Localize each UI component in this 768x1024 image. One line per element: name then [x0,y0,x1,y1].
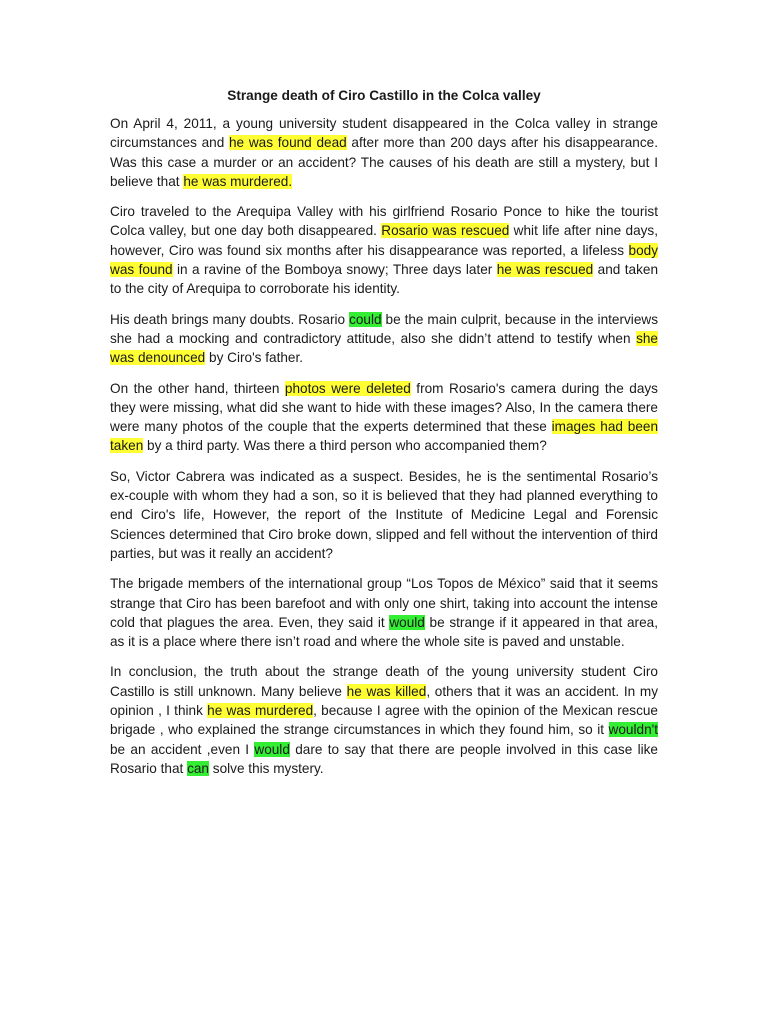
highlight-passive: he was killed [346,683,427,699]
highlight-passive: he was murdered. [183,173,293,189]
text-run: On April 4, 2011, a young university student disappeared in the Colca valley in strange circumstances and [110,116,658,151]
text-run: after more than 200 days after his disappearance. Was this case a murder or an accident? The causes of his death are still a mystery, but I believe that [110,135,658,189]
highlight-passive: Rosario was rescued [381,223,510,239]
highlight-passive: he was rescued [496,262,594,278]
text-run: and taken to the city of Arequipa to corroborate his identity. [110,262,658,297]
highlight-modal: would [389,614,425,630]
paragraph-6 [110,574,658,651]
paragraph-3 [110,310,658,368]
paragraph-1 [110,114,658,191]
text-run: be strange if it appeared in that area, as it is a place where there isn’t road and where the whole site is paved and unstable. [110,614,658,650]
text-run: His death brings many doubts. Rosario [110,311,350,327]
paragraph-5 [110,467,658,563]
paragraph-7 [110,662,658,778]
highlight-passive: he was murdered [207,703,314,719]
text-run: be an accident ,even I [110,741,255,757]
text-run: by Ciro's father. [205,350,304,366]
document-body [110,114,658,789]
text-run: , others that it was an accident. In my opinion , I think [110,683,658,719]
highlight-modal: would [254,741,290,757]
highlight-passive: he was found dead [229,135,347,151]
text-run: In conclusion, the truth about the strange death of the young university student Ciro Castillo is still unknown. Many believe [110,664,658,699]
text-run: The brigade members of the international group “Los Topos de México” said that it seems strange that Ciro has been barefoot and with only one shirt, taking into account the intense cold that plagues the area. Even, they said it [110,576,658,630]
highlight-passive: photos were deleted [284,380,411,396]
text-run: On the other hand, thirteen [110,380,285,396]
text-run: , because I agree with the opinion of the Mexican rescue brigade , who explained the strange circumstances in which they found him, so it [110,703,658,738]
highlight-modal: wouldn't [608,722,658,738]
highlight-modal: could [349,311,382,327]
text-run: solve this mystery. [209,760,324,776]
paragraph-4 [110,379,658,456]
text-run: be the main culprit, because in the interviews she had a mocking and contradictory attitude, also she didn’t attend to testify when [110,311,658,346]
highlight-modal: can [187,760,209,776]
text-run: in a ravine of the Bomboya snowy; Three days later [172,262,497,278]
text-run: by a third party. Was there a third person who accompanied them? [143,438,547,454]
document-title: Strange death of Ciro Castillo in the Colca valley [227,88,541,103]
text-run: from Rosario's camera during the days they were missing, what did she want to hide with these images? Also, In the camera there were many photos of the couple that the experts determined that these [110,380,658,435]
highlight-passive: she was denounced [110,330,658,366]
highlight-passive: body was found [110,242,658,278]
paragraph-2 [110,202,658,298]
text-run: dare to say that there are people involved in this case like Rosario that [110,741,658,776]
text-run: So, Victor Cabrera was indicated as a suspect. Besides, he is the sentimental Rosario’s ex-couple with whom they had a son, so it is believed that they had planned everything to end Ciro's life, However, the report of the Institute of Medicine Legal and Forensic Sciences determined that Ciro broke down, slipped and fell without the intervention of third parties, but was it really an accident? [110,468,658,561]
text-run: whit life after nine days, however, Ciro was found six months after his disappearance was reported, a lifeless [110,223,658,258]
text-run: Ciro traveled to the Arequipa Valley with his girlfriend Rosario Ponce to hike the tourist Colca valley, but one day both disappeared. [110,204,658,239]
highlight-passive: images had been taken [110,419,659,454]
